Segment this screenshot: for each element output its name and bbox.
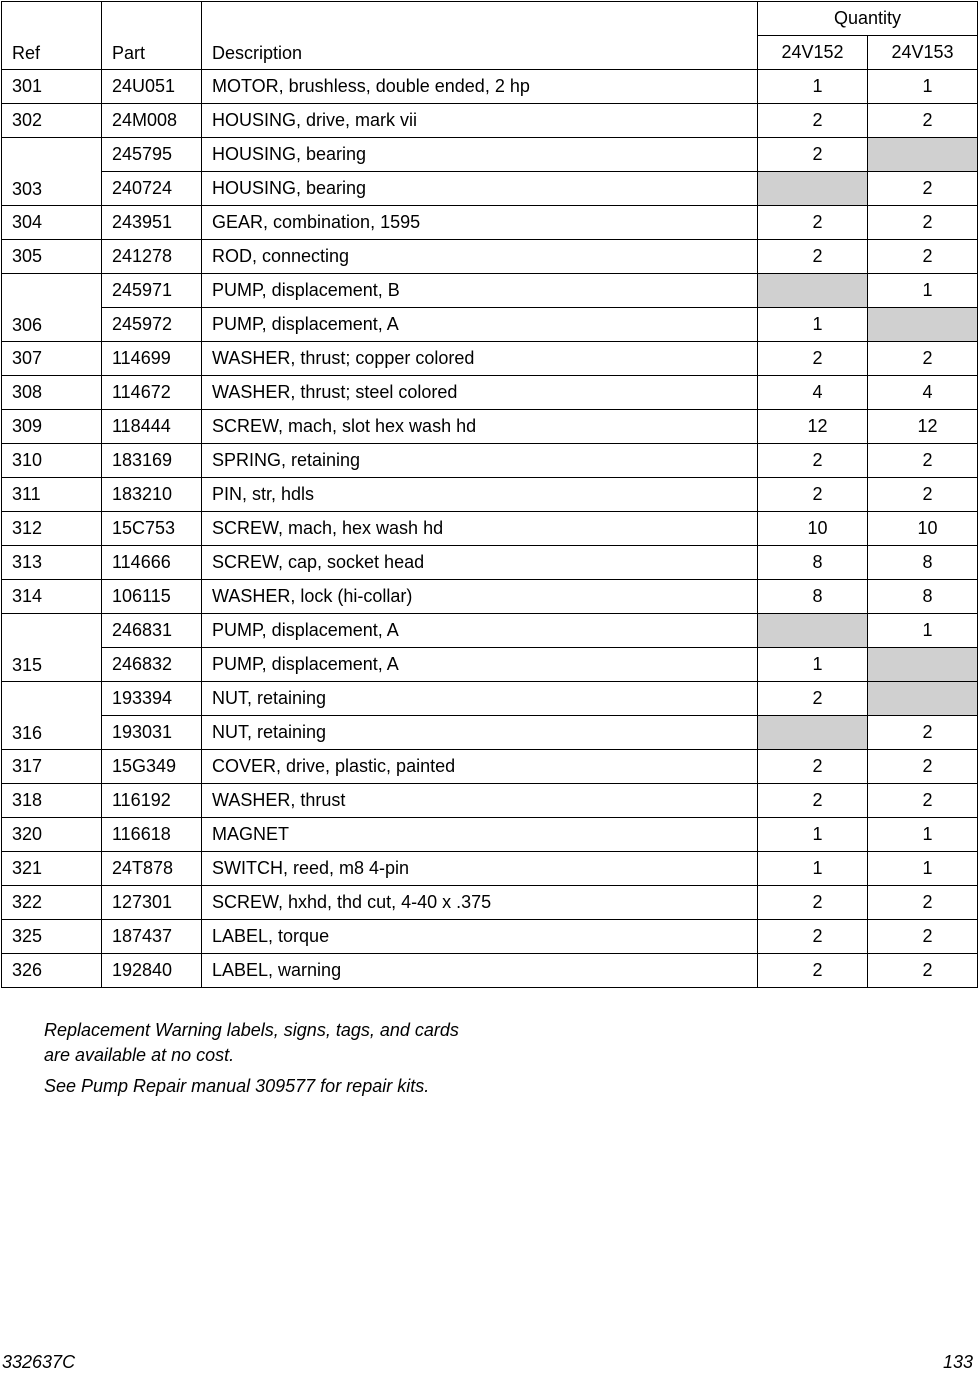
qty-24v152-cell: 2 — [758, 886, 868, 920]
qty-24v152-cell: 2 — [758, 478, 868, 512]
qty-24v153-cell: 2 — [868, 172, 978, 206]
ref-cell: 314 — [2, 580, 102, 614]
description-cell: SCREW, cap, socket head — [202, 546, 758, 580]
description-cell: SPRING, retaining — [202, 444, 758, 478]
table-row — [2, 852, 978, 886]
table-row — [2, 308, 978, 342]
ref-cell: 320 — [2, 818, 102, 852]
part-cell: 192840 — [102, 954, 202, 988]
table-row — [2, 784, 978, 818]
ref-cell: 312 — [2, 512, 102, 546]
table-row — [2, 546, 978, 580]
table-row — [2, 478, 978, 512]
document-number: 332637C — [2, 1352, 76, 1372]
table-row — [2, 240, 978, 274]
part-cell: 245971 — [102, 274, 202, 308]
description-cell: PIN, str, hdls — [202, 478, 758, 512]
part-cell: 246832 — [102, 648, 202, 682]
qty-24v153-cell — [868, 682, 978, 716]
qty-24v153-cell: 1 — [868, 614, 978, 648]
qty-24v152-cell: 2 — [758, 682, 868, 716]
note-warning-labels: Replacement Warning labels, signs, tags, and cards are available at no cost. — [44, 1020, 459, 1065]
qty-24v153-cell: 2 — [868, 342, 978, 376]
table-row — [2, 716, 978, 750]
part-cell: 15C753 — [102, 512, 202, 546]
part-cell: 114672 — [102, 376, 202, 410]
description-cell: SWITCH, reed, m8 4-pin — [202, 852, 758, 886]
qty-24v152-cell: 2 — [758, 920, 868, 954]
qty-24v152-cell: 8 — [758, 580, 868, 614]
description-cell: SCREW, hxhd, thd cut, 4-40 x .375 — [202, 886, 758, 920]
table-row — [2, 614, 978, 648]
table-row — [2, 342, 978, 376]
ref-column-header: Ref — [2, 2, 102, 70]
qty-24v152-cell: 1 — [758, 70, 868, 104]
qty-24v152-cell: 1 — [758, 648, 868, 682]
ref-cell: 309 — [2, 410, 102, 444]
parts-table — [1, 1, 978, 988]
qty-24v152-cell: 2 — [758, 954, 868, 988]
table-row — [2, 580, 978, 614]
qty-24v153-cell: 8 — [868, 580, 978, 614]
description-cell: PUMP, displacement, A — [202, 648, 758, 682]
ref-cell: 315 — [2, 614, 102, 682]
table-row — [2, 648, 978, 682]
ref-cell: 301 — [2, 70, 102, 104]
table-row — [2, 138, 978, 172]
qty-24v152-cell: 1 — [758, 308, 868, 342]
ref-cell: 321 — [2, 852, 102, 886]
part-cell: 118444 — [102, 410, 202, 444]
table-row — [2, 104, 978, 138]
part-cell: 243951 — [102, 206, 202, 240]
description-cell: HOUSING, bearing — [202, 172, 758, 206]
qty-24v153-cell: 2 — [868, 206, 978, 240]
description-cell: MAGNET — [202, 818, 758, 852]
qty-24v152-cell — [758, 614, 868, 648]
description-cell: LABEL, torque — [202, 920, 758, 954]
ref-cell: 302 — [2, 104, 102, 138]
qty-24v152-cell: 2 — [758, 104, 868, 138]
description-cell: WASHER, thrust; copper colored — [202, 342, 758, 376]
variant-24v152-header: 24V152 — [758, 36, 868, 70]
qty-24v153-cell: 1 — [868, 818, 978, 852]
table-row — [2, 70, 978, 104]
description-cell: HOUSING, bearing — [202, 138, 758, 172]
part-cell: 193394 — [102, 682, 202, 716]
ref-cell: 322 — [2, 886, 102, 920]
table-row — [2, 410, 978, 444]
qty-24v153-cell: 2 — [868, 444, 978, 478]
qty-24v153-cell: 10 — [868, 512, 978, 546]
description-cell: COVER, drive, plastic, painted — [202, 750, 758, 784]
qty-24v152-cell: 2 — [758, 138, 868, 172]
table-row — [2, 376, 978, 410]
table-row — [2, 818, 978, 852]
qty-24v152-cell: 1 — [758, 852, 868, 886]
ref-cell: 310 — [2, 444, 102, 478]
ref-cell: 306 — [2, 274, 102, 342]
qty-24v152-cell: 12 — [758, 410, 868, 444]
qty-24v152-cell — [758, 716, 868, 750]
qty-24v153-cell: 2 — [868, 954, 978, 988]
qty-24v152-cell: 8 — [758, 546, 868, 580]
parts-table-header — [2, 2, 978, 70]
description-cell: PUMP, displacement, A — [202, 614, 758, 648]
notes — [44, 1018, 464, 1105]
ref-cell: 317 — [2, 750, 102, 784]
qty-24v153-cell — [868, 648, 978, 682]
part-cell: 245795 — [102, 138, 202, 172]
ref-cell: 316 — [2, 682, 102, 750]
part-cell: 114666 — [102, 546, 202, 580]
variant-24v153-header: 24V153 — [868, 36, 978, 70]
ref-cell: 318 — [2, 784, 102, 818]
description-cell: WASHER, lock (hi-collar) — [202, 580, 758, 614]
part-cell: 183210 — [102, 478, 202, 512]
qty-24v153-cell: 4 — [868, 376, 978, 410]
qty-24v152-cell: 2 — [758, 444, 868, 478]
note-repair-kits: See Pump Repair manual 309577 for repair kits. — [44, 1076, 430, 1096]
part-cell: 241278 — [102, 240, 202, 274]
part-cell: 127301 — [102, 886, 202, 920]
qty-24v152-cell: 2 — [758, 206, 868, 240]
part-cell: 193031 — [102, 716, 202, 750]
table-row — [2, 274, 978, 308]
qty-24v153-cell: 2 — [868, 104, 978, 138]
qty-24v153-cell: 1 — [868, 70, 978, 104]
qty-24v153-cell: 2 — [868, 886, 978, 920]
ref-cell: 326 — [2, 954, 102, 988]
description-cell: SCREW, mach, hex wash hd — [202, 512, 758, 546]
table-row — [2, 512, 978, 546]
ref-cell: 325 — [2, 920, 102, 954]
part-cell: 187437 — [102, 920, 202, 954]
qty-24v152-cell: 2 — [758, 750, 868, 784]
ref-cell: 305 — [2, 240, 102, 274]
part-cell: 240724 — [102, 172, 202, 206]
description-cell: WASHER, thrust; steel colored — [202, 376, 758, 410]
qty-24v153-cell — [868, 138, 978, 172]
description-cell: GEAR, combination, 1595 — [202, 206, 758, 240]
parts-table-body — [2, 70, 978, 988]
description-column-header: Description — [202, 2, 758, 70]
qty-24v152-cell: 1 — [758, 818, 868, 852]
qty-24v153-cell: 8 — [868, 546, 978, 580]
qty-24v152-cell: 10 — [758, 512, 868, 546]
quantity-column-header: Quantity — [758, 2, 978, 36]
part-cell: 183169 — [102, 444, 202, 478]
table-row — [2, 206, 978, 240]
part-cell: 116192 — [102, 784, 202, 818]
part-cell: 15G349 — [102, 750, 202, 784]
table-row — [2, 750, 978, 784]
qty-24v153-cell: 2 — [868, 920, 978, 954]
description-cell: HOUSING, drive, mark vii — [202, 104, 758, 138]
part-cell: 24M008 — [102, 104, 202, 138]
part-cell: 245972 — [102, 308, 202, 342]
description-cell: PUMP, displacement, A — [202, 308, 758, 342]
table-row — [2, 682, 978, 716]
table-row — [2, 886, 978, 920]
description-cell: MOTOR, brushless, double ended, 2 hp — [202, 70, 758, 104]
qty-24v152-cell — [758, 274, 868, 308]
table-row — [2, 444, 978, 478]
ref-cell: 311 — [2, 478, 102, 512]
qty-24v153-cell: 2 — [868, 784, 978, 818]
qty-24v152-cell: 2 — [758, 342, 868, 376]
table-row — [2, 920, 978, 954]
qty-24v153-cell: 2 — [868, 716, 978, 750]
description-cell: NUT, retaining — [202, 716, 758, 750]
qty-24v153-cell: 1 — [868, 274, 978, 308]
ref-cell: 304 — [2, 206, 102, 240]
qty-24v153-cell: 2 — [868, 478, 978, 512]
qty-24v153-cell: 1 — [868, 852, 978, 886]
ref-cell: 313 — [2, 546, 102, 580]
table-row — [2, 172, 978, 206]
part-cell: 114699 — [102, 342, 202, 376]
qty-24v152-cell: 4 — [758, 376, 868, 410]
description-cell: LABEL, warning — [202, 954, 758, 988]
description-cell: ROD, connecting — [202, 240, 758, 274]
description-cell: SCREW, mach, slot hex wash hd — [202, 410, 758, 444]
ref-cell: 303 — [2, 138, 102, 206]
part-cell: 106115 — [102, 580, 202, 614]
qty-24v153-cell: 2 — [868, 240, 978, 274]
qty-24v152-cell — [758, 172, 868, 206]
part-cell: 24T878 — [102, 852, 202, 886]
qty-24v152-cell: 2 — [758, 240, 868, 274]
part-cell: 116618 — [102, 818, 202, 852]
description-cell: WASHER, thrust — [202, 784, 758, 818]
qty-24v153-cell: 2 — [868, 750, 978, 784]
page-number: 133 — [942, 1352, 973, 1372]
table-row — [2, 954, 978, 988]
ref-cell: 308 — [2, 376, 102, 410]
description-cell: PUMP, displacement, B — [202, 274, 758, 308]
part-cell: 24U051 — [102, 70, 202, 104]
description-cell: NUT, retaining — [202, 682, 758, 716]
part-cell: 246831 — [102, 614, 202, 648]
qty-24v153-cell — [868, 308, 978, 342]
qty-24v152-cell: 2 — [758, 784, 868, 818]
ref-cell: 307 — [2, 342, 102, 376]
part-column-header: Part — [102, 2, 202, 70]
qty-24v153-cell: 12 — [868, 410, 978, 444]
